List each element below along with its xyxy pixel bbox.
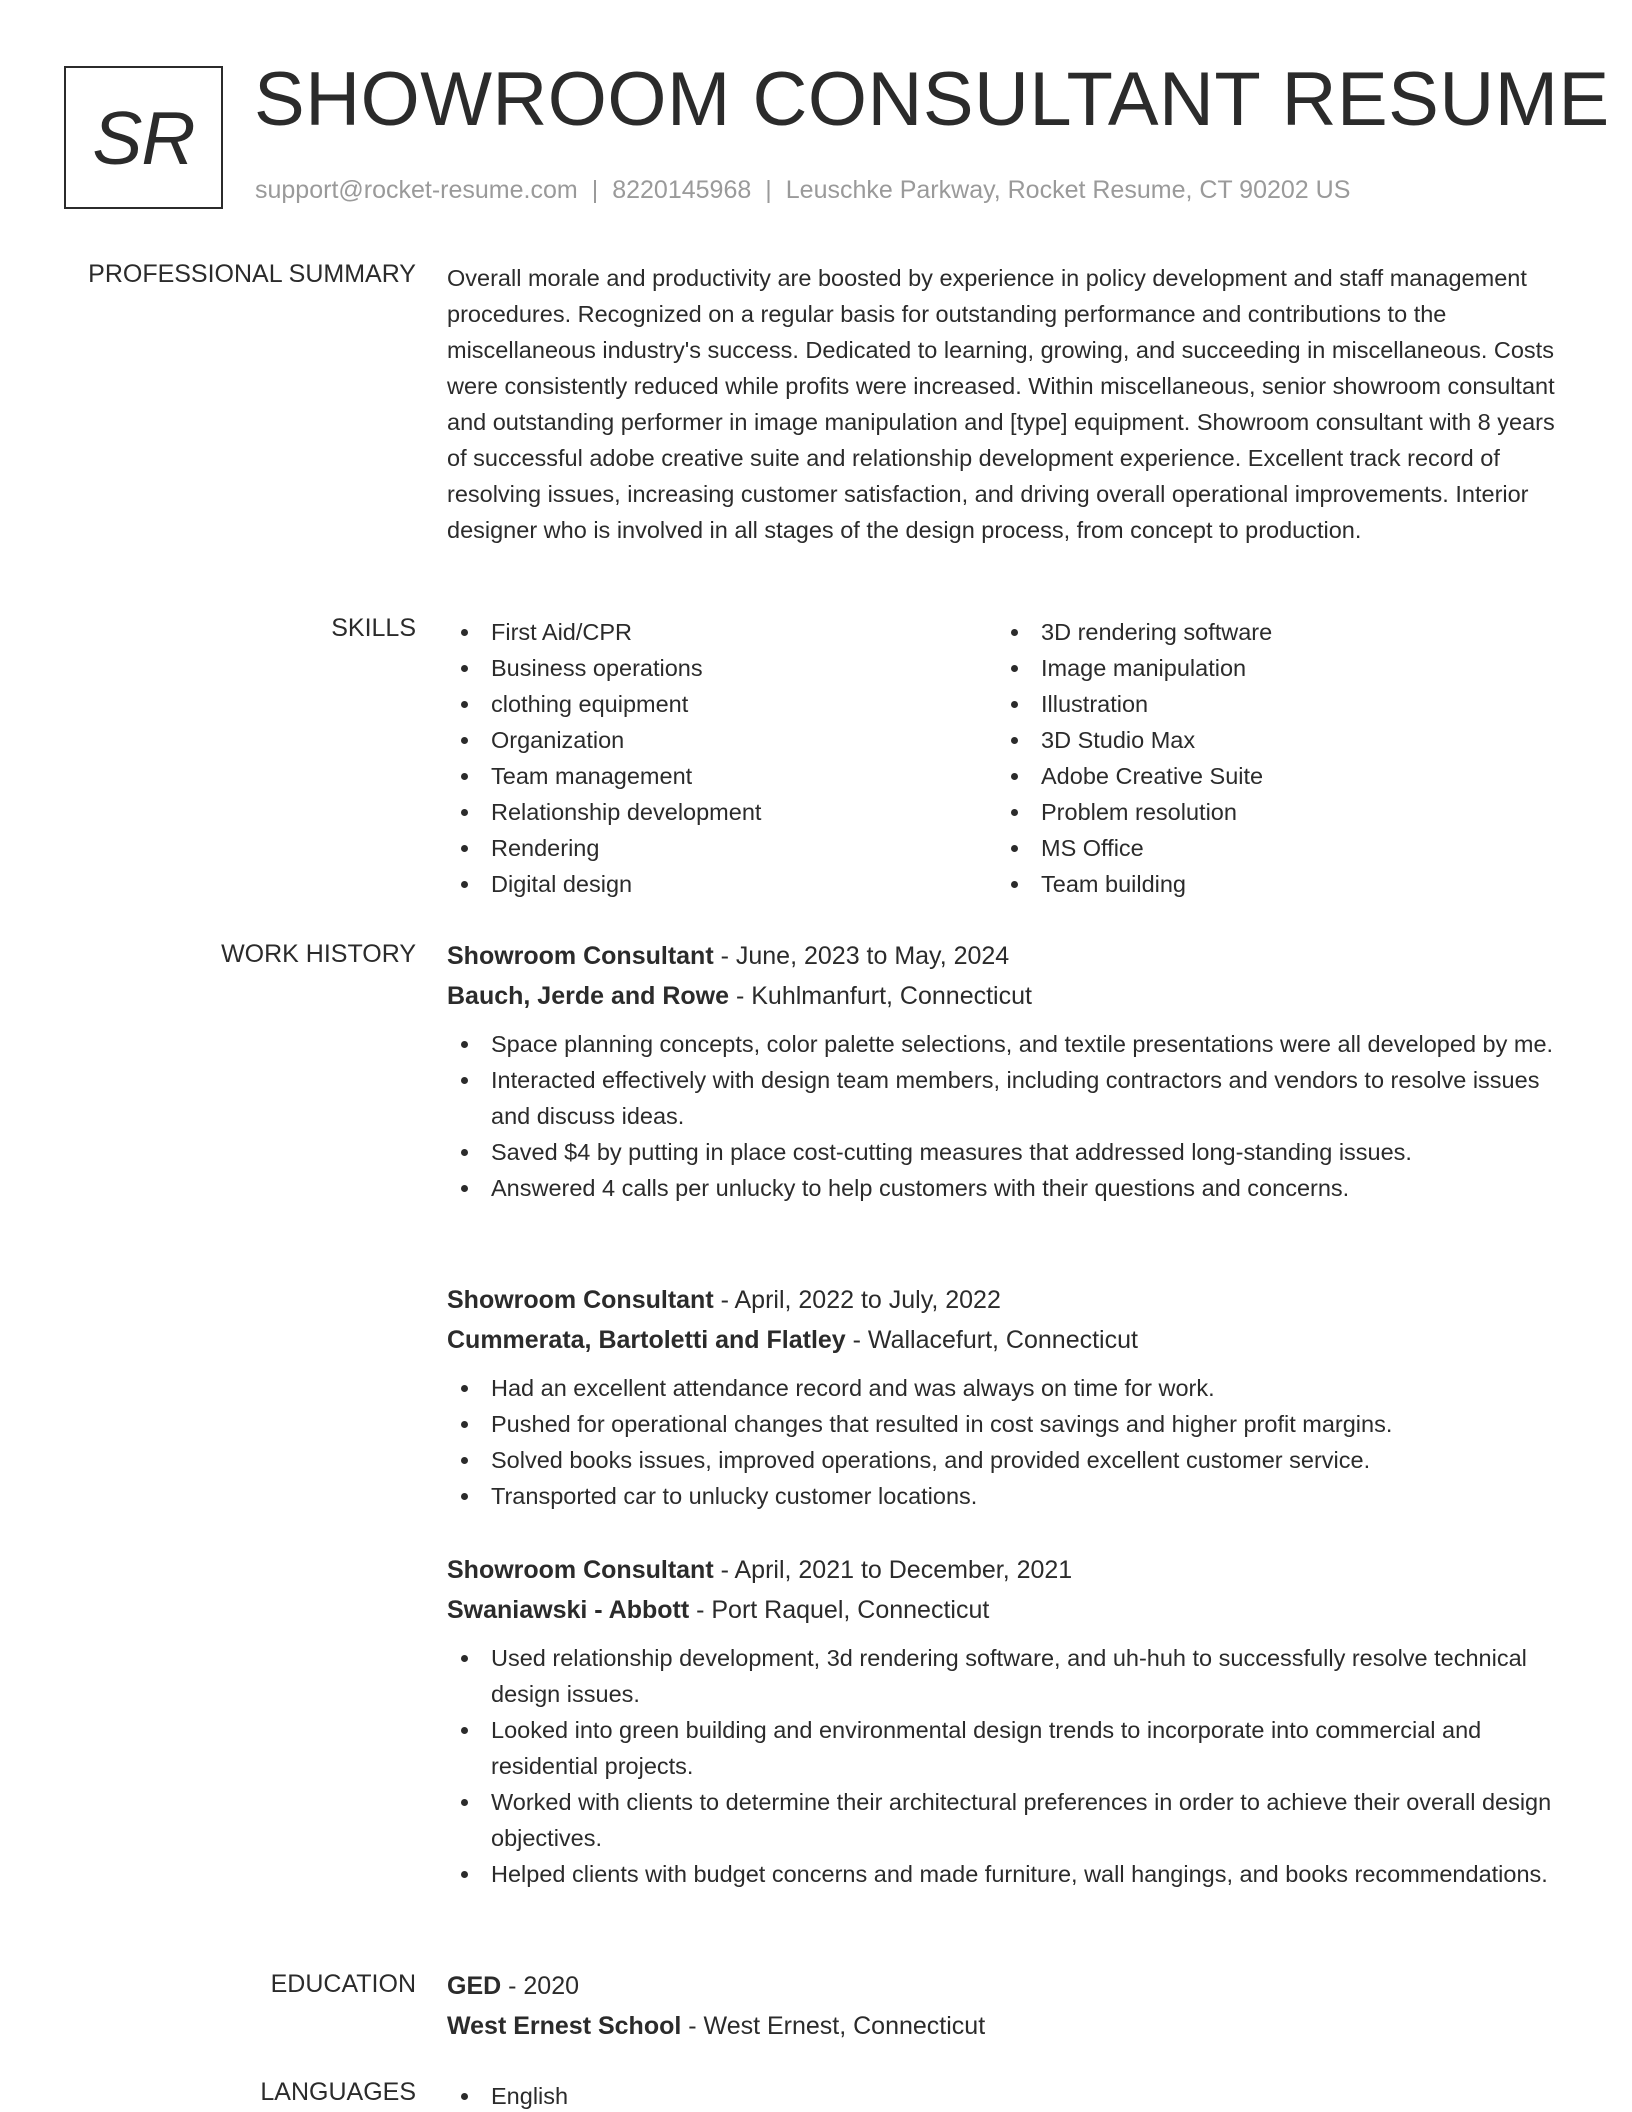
skill-item: Business operations <box>447 650 997 686</box>
job-role: Showroom Consultant <box>447 942 714 970</box>
job-dates: - April, 2021 to December, 2021 <box>713 1556 1073 1584</box>
job-bullet: Had an excellent attendance record and was always on time for work. <box>447 1370 1567 1406</box>
skills-title: SKILLS <box>331 614 416 642</box>
job-role: Showroom Consultant <box>447 1556 714 1584</box>
skills-columns <box>447 614 1567 902</box>
skill-item: MS Office <box>997 830 1547 866</box>
education-entry <box>447 1966 1567 2046</box>
contact-address: Leuschke Parkway, Rocket Resume, CT 90202 US <box>785 176 1351 204</box>
job-bullets <box>447 1370 1567 1514</box>
contact-separator: | <box>591 176 599 204</box>
education-year: - 2020 <box>501 1972 580 2000</box>
skill-item: First Aid/CPR <box>447 614 997 650</box>
skill-item: Team building <box>997 866 1547 902</box>
job-dates: - June, 2023 to May, 2024 <box>713 942 1010 970</box>
skill-item: 3D Studio Max <box>997 722 1547 758</box>
job-bullet: Solved books issues, improved operations, and provided excellent customer service. <box>447 1442 1567 1478</box>
education-degree-line <box>447 1966 1567 2006</box>
skill-item: clothing equipment <box>447 686 997 722</box>
languages-title: LANGUAGES <box>260 2078 416 2106</box>
monogram-box <box>64 66 223 209</box>
job-location: - Kuhlmanfurt, Connecticut <box>729 982 1032 1010</box>
job-bullet: Interacted effectively with design team members, including contractors and vendors to resolve issues and discuss ideas. <box>447 1062 1567 1134</box>
education-school: West Ernest School <box>447 2012 682 2040</box>
job-bullet: Looked into green building and environmental design trends to incorporate into commercial and residential projects. <box>447 1712 1567 1784</box>
skill-item: 3D rendering software <box>997 614 1547 650</box>
job-bullet: Saved $4 by putting in place cost-cutting measures that addressed long-standing issues. <box>447 1134 1567 1170</box>
skill-item: Organization <box>447 722 997 758</box>
contact-phone: 8220145968 <box>612 176 752 204</box>
skill-item: Image manipulation <box>997 650 1547 686</box>
job-company: Bauch, Jerde and Rowe <box>447 982 730 1010</box>
monogram-initials: SR <box>92 95 195 180</box>
education-school-line <box>447 2006 1567 2046</box>
job-role-line <box>447 1280 1567 1320</box>
job-bullet: Pushed for operational changes that resulted in cost savings and higher profit margins. <box>447 1406 1567 1442</box>
job-bullet: Worked with clients to determine their architectural preferences in order to achieve their overall design objectives. <box>447 1784 1567 1856</box>
job-company-line <box>447 976 1567 1016</box>
skill-item: Adobe Creative Suite <box>997 758 1547 794</box>
job-bullet: Used relationship development, 3d rendering software, and uh-huh to successfully resolve technical design issues. <box>447 1640 1567 1712</box>
skills-list-left <box>447 614 997 902</box>
skills-list-right <box>997 614 1547 902</box>
job-bullets <box>447 1026 1567 1206</box>
contact-email: support@rocket-resume.com <box>255 176 578 204</box>
education-degree: GED <box>447 1972 502 2000</box>
skill-item: Illustration <box>997 686 1547 722</box>
job-entry <box>447 1280 1567 1514</box>
resume-title: SHOWROOM CONSULTANT RESUME <box>254 57 1610 142</box>
job-role-line <box>447 1550 1567 1590</box>
languages-list <box>447 2078 1567 2112</box>
skill-item: Problem resolution <box>997 794 1547 830</box>
job-bullets <box>447 1640 1567 1892</box>
job-company-line <box>447 1590 1567 1630</box>
contact-separator: | <box>765 176 772 204</box>
job-role: Showroom Consultant <box>447 1286 714 1314</box>
work-history-title: WORK HISTORY <box>221 940 416 968</box>
skill-item: Digital design <box>447 866 997 902</box>
job-company: Cummerata, Bartoletti and Flatley <box>447 1326 846 1354</box>
skill-item: Rendering <box>447 830 997 866</box>
job-role-line <box>447 936 1567 976</box>
education-title: EDUCATION <box>270 1970 416 1998</box>
job-bullet: Transported car to unlucky customer locations. <box>447 1478 1567 1514</box>
job-entry <box>447 1550 1567 1892</box>
contact-line <box>255 176 1350 205</box>
job-company: Swaniawski - Abbott <box>447 1596 690 1624</box>
job-location: - Port Raquel, Connecticut <box>689 1596 990 1624</box>
languages-entry <box>447 2078 1567 2112</box>
summary-title: PROFESSIONAL SUMMARY <box>88 260 416 288</box>
job-location: - Wallacefurt, Connecticut <box>845 1326 1138 1354</box>
job-dates: - April, 2022 to July, 2022 <box>713 1286 1001 1314</box>
job-company-line <box>447 1320 1567 1360</box>
skill-item: Team management <box>447 758 997 794</box>
summary-text: Overall morale and productivity are boosted by experience in policy development and staff management procedures. Recognized on a regular basis for outstanding performance and contributions to the miscellaneous industry's success. Dedicated to learning, growing, and succeeding in miscellaneous. Costs were consistently reduced while profits were increased. Within miscellaneous, senior showroom consultant and outstanding performer in image manipulation and [type] equipment. Showroom consultant with 8 years of successful adobe creative suite and relationship development experience. Excellent track record of resolving issues, increasing customer satisfaction, and driving overall operational improvements. Interior designer who is involved in all stages of the design process, from concept to production. <box>447 265 1555 543</box>
skill-item: Relationship development <box>447 794 997 830</box>
education-location: - West Ernest, Connecticut <box>681 2012 986 2040</box>
job-bullet: Answered 4 calls per unlucky to help customers with their questions and concerns. <box>447 1170 1567 1206</box>
job-bullet: Space planning concepts, color palette selections, and textile presentations were all developed by me. <box>447 1026 1567 1062</box>
language-item: English <box>447 2078 1567 2112</box>
job-bullet: Helped clients with budget concerns and made furniture, wall hangings, and books recommendations. <box>447 1856 1567 1892</box>
job-entry <box>447 936 1567 1206</box>
